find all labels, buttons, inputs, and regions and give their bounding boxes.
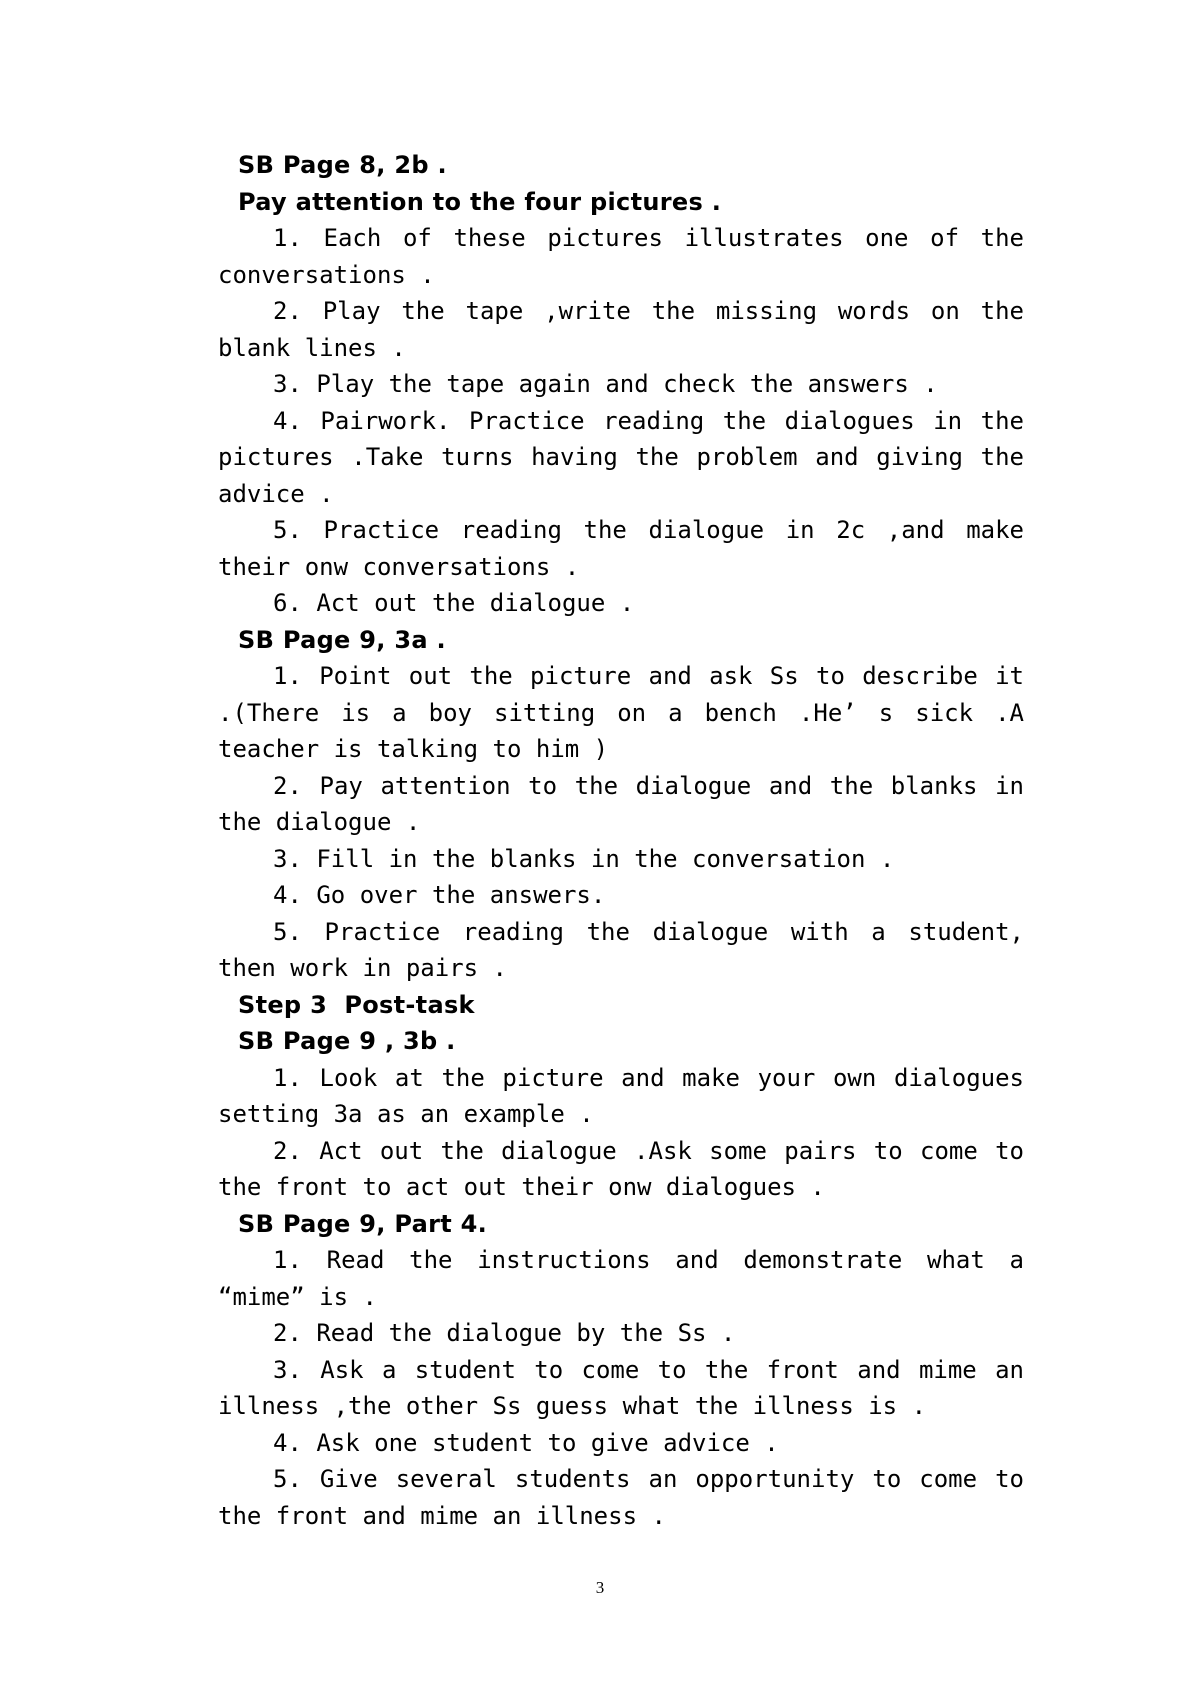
section-heading: SB Page 8, 2b . — [238, 151, 447, 179]
section-heading: SB Page 9 , 3b . — [238, 1027, 456, 1055]
section-heading: SB Page 9, Part 4. — [238, 1209, 488, 1238]
section-heading: SB Page 9, 3a . — [238, 625, 446, 654]
list-item: 3. Ask a student to come to the front and mime an illness ,the other Ss guess what the illness is . — [218, 1355, 1039, 1420]
list-item: 3. Play the tape again and check the answers . — [273, 370, 938, 398]
step-heading: Step 3 Post-task — [238, 990, 475, 1019]
document-body — [218, 147, 1039, 1534]
list-item: 1. Point out the picture and ask Ss to describe it .(There is a boy sitting on a bench .He’ s sick .A teacher is talking to him ) — [218, 662, 1039, 763]
list-item: 4. Pairwork. Practice reading the dialogues in the pictures .Take turns having the problem and giving the advice . — [218, 406, 1039, 508]
list-item: 6. Act out the dialogue . — [273, 589, 635, 617]
list-item: 1. Read the instructions and demonstrate what a “mime” is . — [218, 1246, 1039, 1311]
list-item: 2. Read the dialogue by the Ss . — [273, 1319, 736, 1347]
list-item: 1. Each of these pictures illustrates one of the conversations . — [218, 224, 1039, 289]
list-item: 5. Give several students an opportunity to come to the front and mime an illness . — [218, 1465, 1039, 1530]
list-item: 5. Practice reading the dialogue in 2c ,and make their onw conversations . — [218, 516, 1039, 581]
list-item: 3. Fill in the blanks in the conversation . — [273, 844, 895, 873]
page-number: 3 — [595, 1578, 605, 1597]
list-item: 1. Look at the picture and make your own dialogues setting 3a as an example . — [218, 1063, 1039, 1128]
list-item: 4. Ask one student to give advice . — [273, 1428, 779, 1457]
section-subheading: Pay attention to the four pictures . — [238, 187, 722, 216]
list-item: 2. Act out the dialogue .Ask some pairs to come to the front to act out their onw dialogues . — [218, 1136, 1039, 1201]
list-item: 4. Go over the answers. — [273, 881, 606, 909]
list-item: 2. Play the tape ,write the missing words on the blank lines . — [218, 297, 1039, 362]
list-item: 2. Pay attention to the dialogue and the blanks in the dialogue . — [218, 771, 1039, 836]
list-item: 5. Practice reading the dialogue with a student, then work in pairs . — [218, 917, 1039, 982]
